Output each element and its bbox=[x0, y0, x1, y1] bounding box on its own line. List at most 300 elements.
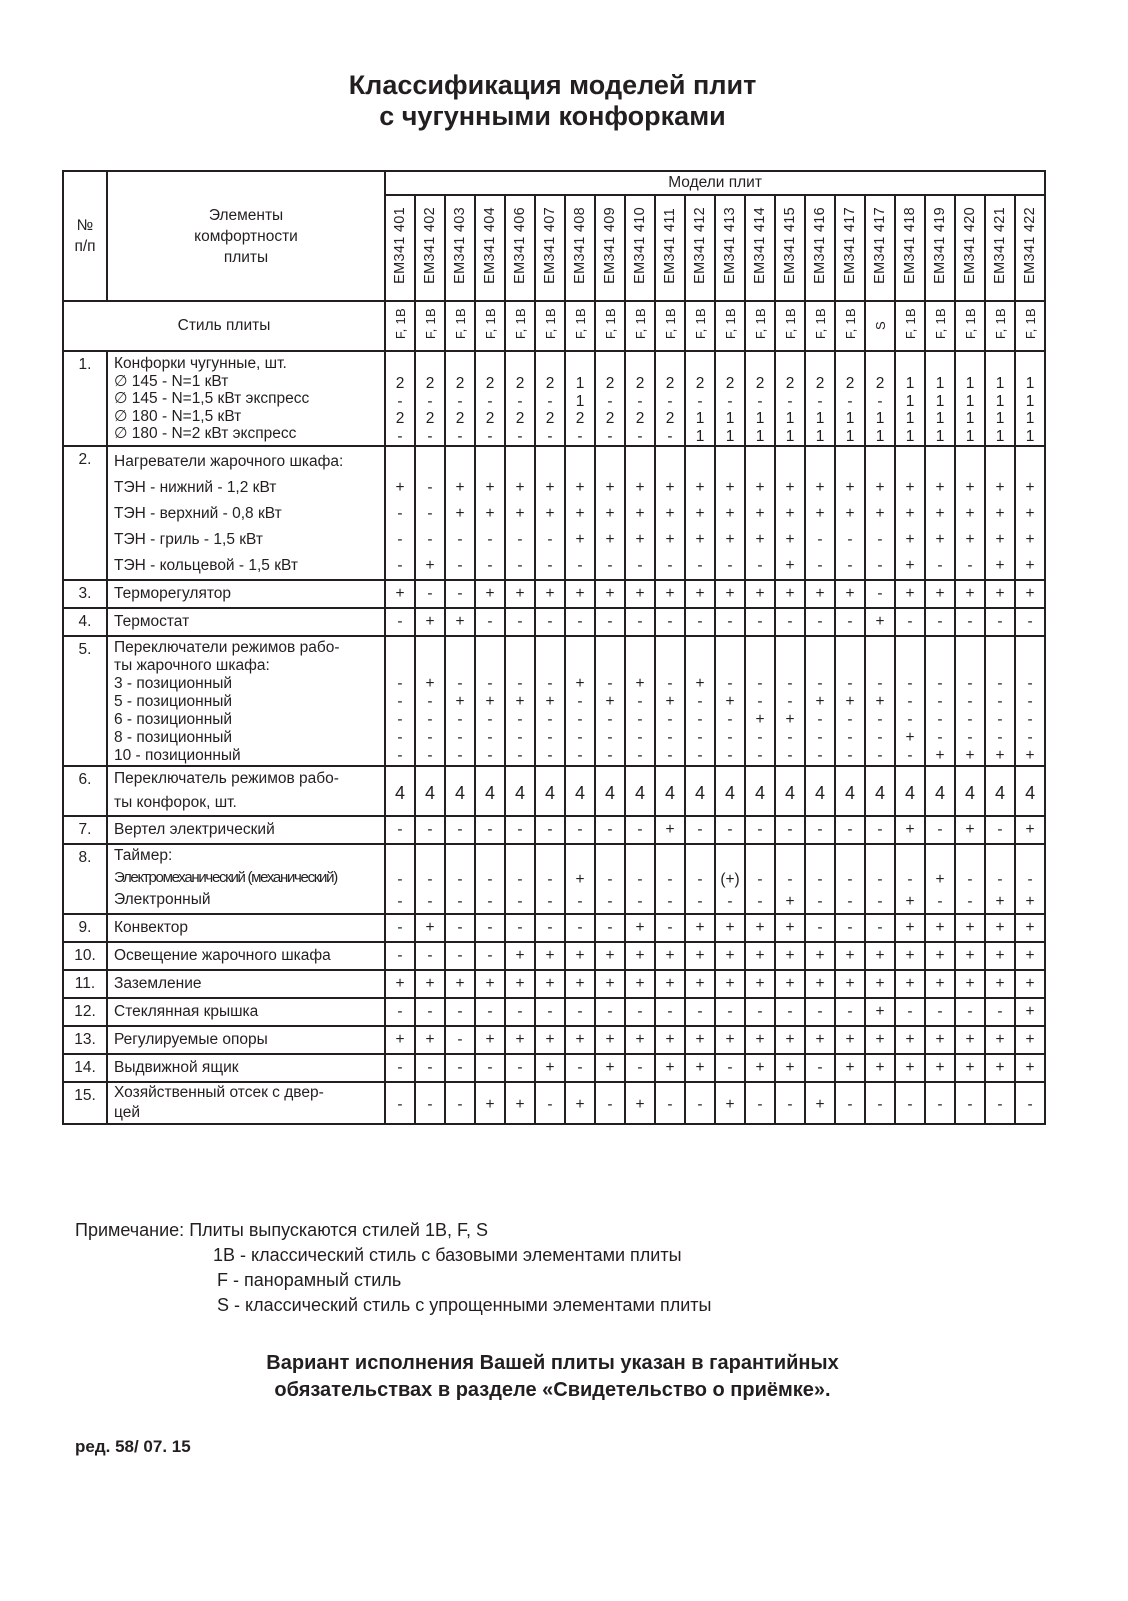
value: 1 bbox=[1025, 410, 1035, 427]
value-cell bbox=[685, 580, 715, 608]
table-row bbox=[63, 351, 1045, 446]
value: + bbox=[905, 1059, 915, 1076]
value: - bbox=[637, 729, 643, 746]
style-value: F, 1B bbox=[992, 307, 1008, 340]
value-cell bbox=[1015, 608, 1045, 636]
value: - bbox=[397, 693, 403, 710]
value: - bbox=[517, 531, 523, 548]
page-title bbox=[0, 70, 1105, 132]
value: + bbox=[875, 975, 885, 992]
value-cell bbox=[745, 914, 775, 942]
style-cell bbox=[865, 301, 895, 351]
value: 1 bbox=[875, 410, 885, 427]
value: - bbox=[457, 947, 463, 964]
value: + bbox=[515, 585, 525, 602]
value-cell bbox=[745, 998, 775, 1026]
value: - bbox=[547, 1095, 553, 1113]
style-value: F, 1B bbox=[422, 307, 438, 340]
value: + bbox=[395, 975, 405, 992]
value: - bbox=[577, 557, 583, 574]
value: 4 bbox=[454, 782, 465, 803]
value: - bbox=[967, 693, 973, 710]
value: + bbox=[605, 1059, 615, 1076]
value: - bbox=[547, 747, 553, 764]
value: - bbox=[487, 821, 493, 838]
value: + bbox=[605, 505, 615, 522]
value: + bbox=[455, 693, 465, 710]
value: + bbox=[425, 975, 435, 992]
value: + bbox=[965, 1031, 975, 1048]
value: + bbox=[965, 747, 975, 764]
value: - bbox=[817, 531, 823, 548]
value-cell bbox=[925, 446, 955, 580]
value-cell bbox=[475, 942, 505, 970]
value: + bbox=[545, 479, 555, 496]
row-number: 4. bbox=[63, 608, 107, 636]
value-cell bbox=[655, 766, 685, 816]
value: - bbox=[427, 947, 433, 964]
value-cell bbox=[955, 608, 985, 636]
value-cell bbox=[595, 998, 625, 1026]
value: + bbox=[695, 675, 705, 692]
row-element-name bbox=[107, 1054, 385, 1082]
value-cell bbox=[1015, 1054, 1045, 1082]
table-row bbox=[63, 1026, 1045, 1054]
value: - bbox=[727, 613, 733, 630]
value-cell bbox=[595, 816, 625, 844]
value: - bbox=[547, 1003, 553, 1020]
value-cell bbox=[925, 766, 955, 816]
value: + bbox=[1025, 479, 1035, 496]
value: - bbox=[487, 893, 493, 910]
value: - bbox=[517, 1059, 523, 1076]
value: - bbox=[937, 1003, 943, 1020]
value-cell bbox=[625, 914, 655, 942]
value: - bbox=[907, 1095, 913, 1113]
element-name-line: 5 - позиционный bbox=[114, 693, 233, 710]
value: + bbox=[605, 585, 615, 602]
value-cell bbox=[715, 1054, 745, 1082]
value: 1 bbox=[875, 427, 885, 445]
value: 2 bbox=[575, 410, 585, 427]
style-value: F, 1B bbox=[782, 307, 798, 340]
value-cell bbox=[715, 351, 745, 446]
model-name: EM341 412 bbox=[692, 207, 708, 284]
value-cell bbox=[715, 914, 745, 942]
value: 1 bbox=[815, 410, 825, 427]
model-header-cell bbox=[835, 195, 865, 301]
value-cell bbox=[625, 1082, 655, 1124]
note-line: 1B - классический стиль с базовыми элементами плиты bbox=[213, 1245, 682, 1265]
value: - bbox=[457, 675, 463, 692]
value: - bbox=[517, 821, 523, 838]
value-cell bbox=[445, 351, 475, 446]
row-element-name bbox=[107, 351, 385, 446]
value: - bbox=[727, 675, 733, 692]
value: - bbox=[667, 919, 673, 936]
model-name: EM341 420 bbox=[962, 207, 978, 284]
value-cell bbox=[595, 844, 625, 914]
value: - bbox=[427, 711, 433, 728]
value: + bbox=[635, 919, 645, 936]
model-name: EM341 408 bbox=[572, 207, 588, 284]
value-cell bbox=[1015, 942, 1045, 970]
value-cell bbox=[505, 942, 535, 970]
value-cell bbox=[535, 970, 565, 998]
value: 4 bbox=[964, 782, 975, 803]
value: + bbox=[545, 947, 555, 964]
value: - bbox=[637, 871, 643, 888]
model-name: EM341 414 bbox=[752, 207, 768, 284]
value: - bbox=[817, 893, 823, 910]
value: - bbox=[787, 1095, 793, 1113]
value: + bbox=[1025, 1031, 1035, 1048]
value: - bbox=[757, 871, 763, 888]
value: - bbox=[817, 747, 823, 764]
value-cell bbox=[925, 970, 955, 998]
value: + bbox=[545, 693, 555, 710]
style-value: F, 1B bbox=[812, 307, 828, 340]
style-row bbox=[63, 301, 1045, 351]
value: + bbox=[905, 975, 915, 992]
value: - bbox=[397, 613, 403, 630]
value: - bbox=[487, 675, 493, 692]
value-cell bbox=[955, 844, 985, 914]
value-cell bbox=[835, 1082, 865, 1124]
value: 1 bbox=[845, 410, 855, 427]
element-name-line: ты конфорок, шт. bbox=[114, 794, 237, 811]
value-cell bbox=[385, 1054, 415, 1082]
value-cell bbox=[835, 998, 865, 1026]
value-cell bbox=[385, 998, 415, 1026]
value-cell bbox=[805, 1026, 835, 1054]
value: 4 bbox=[784, 782, 795, 803]
value: - bbox=[547, 871, 553, 888]
value-cell bbox=[715, 970, 745, 998]
value-cell bbox=[535, 580, 565, 608]
value-cell bbox=[625, 998, 655, 1026]
value: 4 bbox=[934, 782, 945, 803]
value-cell bbox=[805, 580, 835, 608]
value: - bbox=[757, 1003, 763, 1020]
value: - bbox=[577, 613, 583, 630]
value: - bbox=[967, 871, 973, 888]
style-cell bbox=[565, 301, 595, 351]
value: + bbox=[1025, 747, 1035, 764]
value: + bbox=[875, 1059, 885, 1076]
row-number: 9. bbox=[63, 914, 107, 942]
value: - bbox=[577, 711, 583, 728]
value: - bbox=[457, 1095, 463, 1113]
value: + bbox=[965, 919, 975, 936]
value-cell bbox=[445, 998, 475, 1026]
value: + bbox=[695, 585, 705, 602]
value-cell bbox=[835, 351, 865, 446]
value: + bbox=[695, 975, 705, 992]
value: - bbox=[877, 711, 883, 728]
note-line: S - классический стиль с упрощенными элементами плиты bbox=[217, 1295, 712, 1315]
value: - bbox=[427, 1095, 433, 1113]
value: 2 bbox=[695, 375, 705, 392]
value: - bbox=[997, 1095, 1003, 1113]
value-cell bbox=[385, 446, 415, 580]
value-cell bbox=[775, 351, 805, 446]
value: 1 bbox=[935, 427, 945, 445]
value: 1 bbox=[755, 410, 765, 427]
value: + bbox=[875, 1003, 885, 1020]
note-line: Примечание: Плиты выпускаются стилей 1B, F, S bbox=[75, 1220, 488, 1240]
value: - bbox=[997, 613, 1003, 630]
value: - bbox=[727, 1003, 733, 1020]
value: + bbox=[635, 947, 645, 964]
value: - bbox=[517, 675, 523, 692]
value-cell bbox=[625, 1054, 655, 1082]
value-cell bbox=[715, 816, 745, 844]
classification-table bbox=[62, 170, 1046, 1125]
value: - bbox=[427, 479, 433, 496]
value: + bbox=[785, 711, 795, 728]
value: - bbox=[397, 1059, 403, 1076]
row-element-name bbox=[107, 608, 385, 636]
row-number: 1. bbox=[63, 351, 107, 446]
value-cell bbox=[475, 766, 505, 816]
value: - bbox=[637, 1003, 643, 1020]
value: 1 bbox=[785, 427, 795, 445]
value-cell bbox=[565, 636, 595, 766]
value: - bbox=[457, 1003, 463, 1020]
model-header-cell bbox=[565, 195, 595, 301]
value: + bbox=[425, 613, 435, 630]
value: - bbox=[727, 747, 733, 764]
value-cell bbox=[835, 844, 865, 914]
value: - bbox=[517, 392, 523, 410]
value: - bbox=[517, 1003, 523, 1020]
value: + bbox=[635, 585, 645, 602]
value: - bbox=[607, 729, 613, 746]
value: + bbox=[545, 585, 555, 602]
value: - bbox=[937, 711, 943, 728]
model-header-cell bbox=[445, 195, 475, 301]
value: - bbox=[547, 919, 553, 936]
model-name: EM341 417 bbox=[842, 207, 858, 284]
value: - bbox=[907, 871, 913, 888]
value: - bbox=[637, 392, 643, 410]
model-name: EM341 418 bbox=[902, 207, 918, 284]
value: - bbox=[877, 557, 883, 574]
row-number: 12. bbox=[63, 998, 107, 1026]
value: - bbox=[697, 711, 703, 728]
value-cell bbox=[685, 351, 715, 446]
value-cell bbox=[475, 1026, 505, 1054]
value: + bbox=[935, 947, 945, 964]
value-cell bbox=[895, 970, 925, 998]
value: 2 bbox=[725, 375, 735, 392]
value: + bbox=[785, 585, 795, 602]
table-row bbox=[63, 1054, 1045, 1082]
value: + bbox=[815, 1031, 825, 1048]
value: + bbox=[935, 919, 945, 936]
value-cell bbox=[655, 942, 685, 970]
value-cell bbox=[415, 970, 445, 998]
value-cell bbox=[385, 844, 415, 914]
style-value: S bbox=[872, 321, 888, 330]
value-cell bbox=[535, 608, 565, 636]
value: - bbox=[397, 747, 403, 764]
value: - bbox=[427, 747, 433, 764]
element-name-line: ТЭН - нижний - 1,2 кВт bbox=[114, 479, 277, 496]
value: - bbox=[457, 919, 463, 936]
value: - bbox=[607, 919, 613, 936]
value: - bbox=[877, 675, 883, 692]
value: + bbox=[605, 479, 615, 496]
value: + bbox=[755, 975, 765, 992]
value: - bbox=[547, 729, 553, 746]
value-cell bbox=[625, 608, 655, 636]
value-cell bbox=[1015, 1082, 1045, 1124]
value-cell bbox=[925, 942, 955, 970]
value-cell bbox=[805, 351, 835, 446]
element-name-line: Конвектор bbox=[114, 919, 189, 936]
value: + bbox=[875, 505, 885, 522]
value: + bbox=[395, 479, 405, 496]
value: + bbox=[845, 693, 855, 710]
value: + bbox=[575, 505, 585, 522]
value: 2 bbox=[605, 410, 615, 427]
value: 1 bbox=[785, 410, 795, 427]
value: 1 bbox=[965, 427, 975, 445]
value-cell bbox=[685, 844, 715, 914]
value-cell bbox=[775, 1082, 805, 1124]
value: + bbox=[485, 585, 495, 602]
value-cell bbox=[385, 816, 415, 844]
value-cell bbox=[985, 608, 1015, 636]
value-cell bbox=[475, 351, 505, 446]
value: - bbox=[757, 729, 763, 746]
style-cell bbox=[535, 301, 565, 351]
value: + bbox=[695, 919, 705, 936]
value-cell bbox=[1015, 766, 1045, 816]
model-name: EM341 417 bbox=[872, 207, 888, 284]
value-cell bbox=[475, 580, 505, 608]
value: - bbox=[787, 1003, 793, 1020]
value-cell bbox=[895, 942, 925, 970]
value-cell bbox=[715, 1026, 745, 1054]
element-name-line: ТЭН - кольцевой - 1,5 кВт bbox=[114, 557, 298, 574]
value-cell bbox=[415, 636, 445, 766]
value-cell bbox=[865, 914, 895, 942]
value-cell bbox=[835, 816, 865, 844]
value: 1 bbox=[575, 392, 585, 410]
value: - bbox=[607, 871, 613, 888]
model-name: EM341 413 bbox=[722, 207, 738, 284]
model-header-cell bbox=[475, 195, 505, 301]
value-cell bbox=[1015, 446, 1045, 580]
value: - bbox=[727, 1059, 733, 1076]
value: (+) bbox=[720, 871, 740, 888]
value: 4 bbox=[574, 782, 585, 803]
value: + bbox=[635, 675, 645, 692]
value-cell bbox=[415, 914, 445, 942]
model-header-cell bbox=[505, 195, 535, 301]
value-cell bbox=[385, 914, 415, 942]
value: - bbox=[787, 871, 793, 888]
value: 1 bbox=[755, 427, 765, 445]
value-cell bbox=[955, 998, 985, 1026]
value: - bbox=[787, 729, 793, 746]
value-cell bbox=[985, 636, 1015, 766]
value-cell bbox=[505, 914, 535, 942]
value-cell bbox=[565, 351, 595, 446]
value-cell bbox=[505, 816, 535, 844]
value-cell bbox=[805, 446, 835, 580]
value: + bbox=[515, 947, 525, 964]
model-name: EM341 401 bbox=[392, 207, 408, 284]
value: - bbox=[547, 893, 553, 910]
value-cell bbox=[805, 608, 835, 636]
value-cell bbox=[565, 914, 595, 942]
value: + bbox=[845, 947, 855, 964]
element-name-line: 8 - позиционный bbox=[114, 729, 233, 746]
value: 1 bbox=[905, 427, 915, 445]
value: - bbox=[907, 693, 913, 710]
value-cell bbox=[625, 942, 655, 970]
value: - bbox=[487, 1003, 493, 1020]
value: - bbox=[757, 1095, 763, 1113]
value-cell bbox=[595, 1082, 625, 1124]
style-value: F, 1B bbox=[902, 307, 918, 340]
value-cell bbox=[415, 1082, 445, 1124]
value: 2 bbox=[485, 410, 495, 427]
value: + bbox=[815, 505, 825, 522]
value: - bbox=[607, 893, 613, 910]
value: + bbox=[845, 585, 855, 602]
value-cell bbox=[715, 580, 745, 608]
value: - bbox=[577, 1003, 583, 1020]
model-name: EM341 409 bbox=[602, 207, 618, 284]
value-cell bbox=[715, 766, 745, 816]
value: 2 bbox=[395, 375, 405, 392]
value-cell bbox=[775, 580, 805, 608]
model-name: EM341 410 bbox=[632, 207, 648, 284]
value-cell bbox=[505, 970, 535, 998]
value-cell bbox=[685, 816, 715, 844]
table-row bbox=[63, 942, 1045, 970]
value: + bbox=[755, 505, 765, 522]
value: 1 bbox=[965, 375, 975, 392]
value: - bbox=[517, 871, 523, 888]
table-row bbox=[63, 844, 1045, 914]
value: 1 bbox=[1025, 392, 1035, 410]
value-cell bbox=[985, 942, 1015, 970]
value: + bbox=[965, 505, 975, 522]
value: 2 bbox=[455, 375, 465, 392]
style-cell bbox=[775, 301, 805, 351]
value: - bbox=[817, 675, 823, 692]
model-header-cell bbox=[655, 195, 685, 301]
value: + bbox=[755, 585, 765, 602]
value: - bbox=[397, 1095, 403, 1113]
value: - bbox=[487, 919, 493, 936]
value: + bbox=[995, 975, 1005, 992]
value: 1 bbox=[995, 410, 1005, 427]
value: - bbox=[457, 871, 463, 888]
model-header-cell bbox=[415, 195, 445, 301]
value: + bbox=[725, 693, 735, 710]
value: - bbox=[607, 1095, 613, 1113]
value-cell bbox=[955, 942, 985, 970]
value: + bbox=[665, 505, 675, 522]
value: - bbox=[607, 392, 613, 410]
